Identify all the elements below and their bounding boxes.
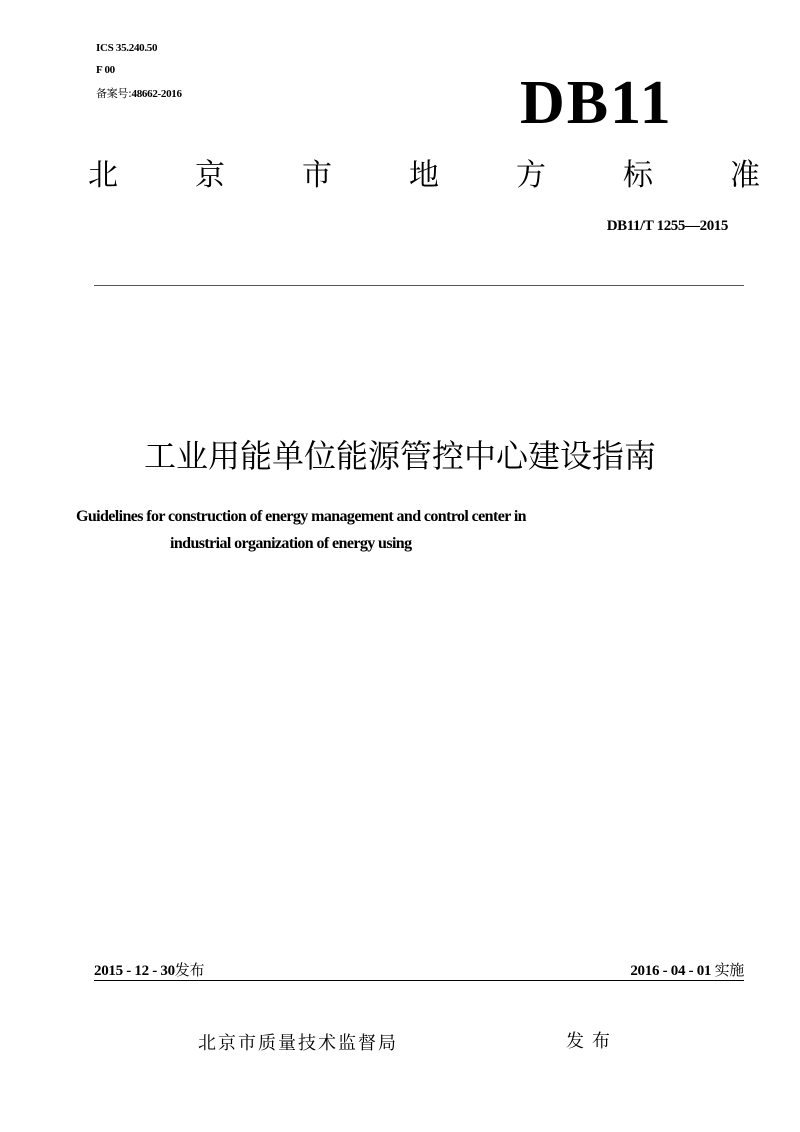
standard-type-char: 市 [302, 158, 332, 193]
implementation-date-value: 2016 - 04 - 01 [630, 963, 712, 979]
issue-date-value: 2015 - 12 - 30 [94, 963, 175, 979]
filing-number-value: 48662-2016 [131, 88, 182, 100]
issue-date-label: 发布 [174, 961, 205, 979]
filing-label: 备案号: [96, 87, 132, 100]
title-chinese: 工业用能单位能源管控中心建设指南 [143, 437, 656, 475]
implementation-date [590, 960, 744, 981]
issuer-name: 北京市质量技术监督局 [198, 1033, 398, 1054]
title-english-line-1: Guidelines for construction of energy management and control center in [76, 508, 526, 525]
standard-type-char: 京 [195, 158, 225, 193]
filing-number [96, 85, 182, 101]
title-english-line-2: industrial organization of energy using [170, 535, 412, 552]
standard-number: DB11/T 1255—2015 [606, 218, 728, 234]
implementation-date-label: 实施 [714, 961, 744, 979]
ccs-code: F 00 [96, 64, 115, 76]
standard-type-char: 标 [623, 158, 653, 193]
top-divider [94, 285, 744, 286]
bottom-divider [94, 980, 744, 981]
issue-date [94, 960, 204, 981]
ics-code: ICS 35.240.50 [96, 42, 158, 54]
standard-type-char: 方 [516, 158, 546, 193]
db11-mark: DB11 [520, 69, 673, 137]
standard-type-char: 地 [409, 158, 439, 193]
standard-type-char: 北 [88, 158, 118, 193]
issuer-action: 发布 [566, 1031, 618, 1052]
standard-type-char: 准 [730, 158, 760, 193]
standard-type-line [88, 156, 760, 196]
